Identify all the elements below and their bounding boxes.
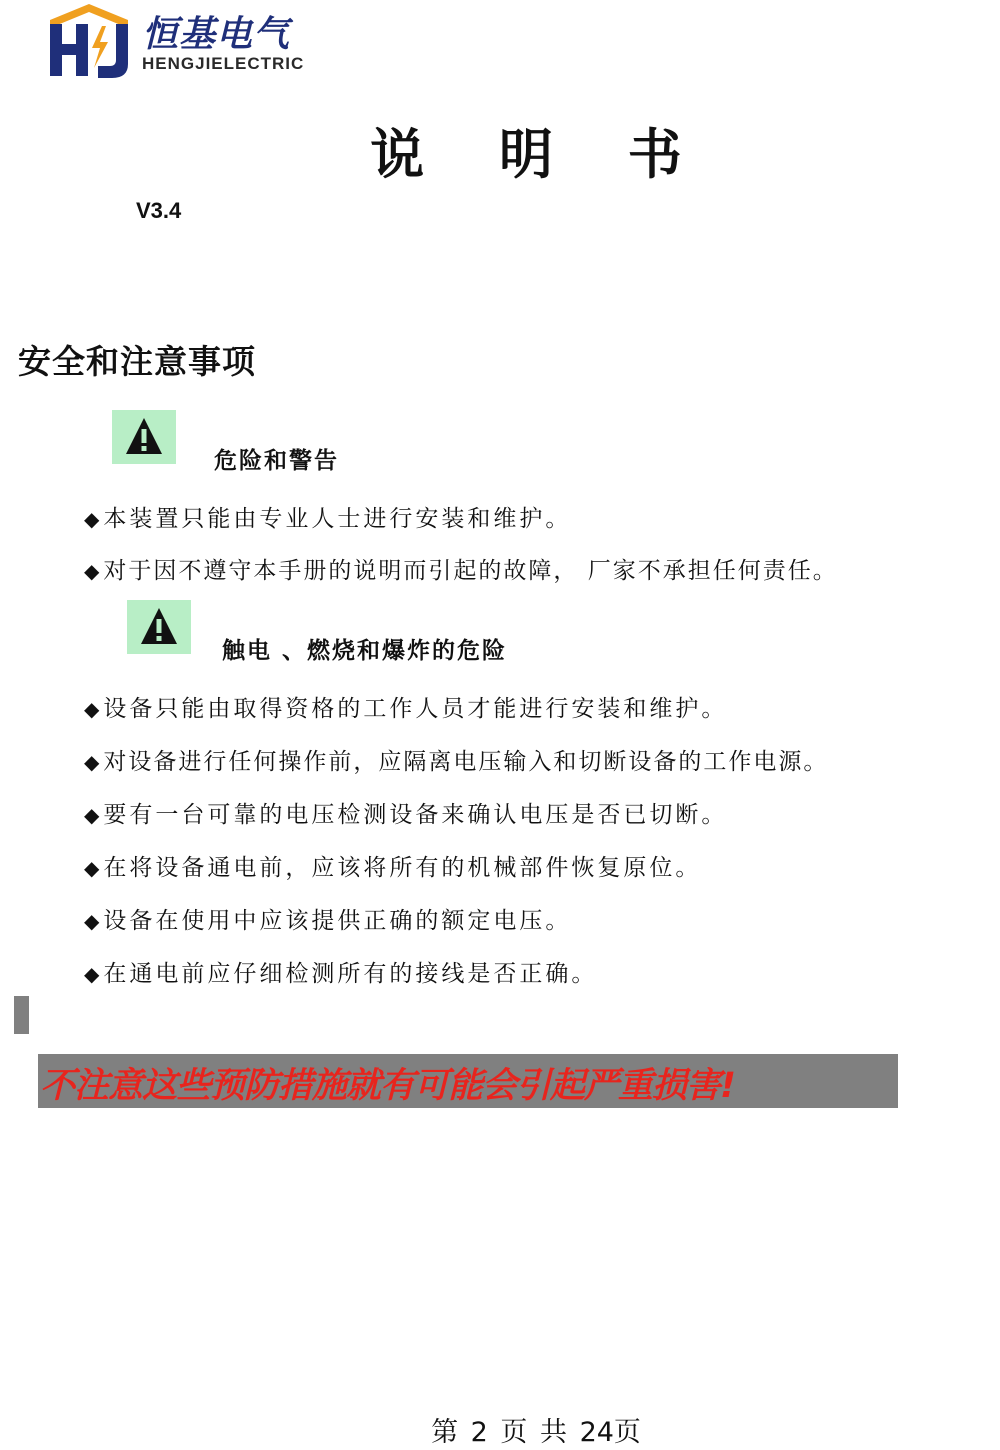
- list-item-text: 设备只能由取得资格的工作人员才能进行安装和维护。: [103, 696, 728, 722]
- margin-marker: [14, 996, 29, 1034]
- list-item: [84, 849, 701, 882]
- document-version: V3.4: [136, 198, 182, 223]
- page-number: 第 2 页 共 24页: [431, 1417, 641, 1448]
- bullet-diamond-icon: ◆: [84, 750, 100, 774]
- alert-text: 不注意这些预防措施就有可能会引起严重损害!: [40, 1066, 735, 1106]
- list-item: [84, 743, 828, 776]
- list-item-text: 本装置只能由专业人士进行安装和维护。: [103, 506, 572, 532]
- list-item-text: 在通电前应仔细检测所有的接线是否正确。: [103, 961, 598, 987]
- bullet-diamond-icon: ◆: [84, 909, 100, 933]
- list-item: [84, 500, 571, 533]
- list-item-text: 对设备进行任何操作前，应隔离电压输入和切断设备的工作电源。: [103, 749, 829, 775]
- list-item: [84, 552, 838, 585]
- document-title: 说 明 书: [370, 123, 710, 186]
- logo-chinese-name: 恒基电气: [142, 14, 291, 55]
- list-item: [84, 902, 571, 935]
- section-heading: 安全和注意事项: [18, 342, 256, 381]
- company-logo: [46, 2, 346, 82]
- logo-english-name: HENGJIELECTRIC: [142, 54, 305, 73]
- list-item-text: 要有一台可靠的电压检测设备来确认电压是否已切断。: [103, 802, 728, 828]
- bullet-diamond-icon: ◆: [84, 507, 100, 531]
- list-item: [84, 796, 727, 829]
- warning-title-danger: 危险和警告: [214, 448, 339, 474]
- bullet-diamond-icon: ◆: [84, 559, 100, 583]
- list-item: [84, 690, 727, 723]
- list-item-text: 对于因不遵守本手册的说明而引起的故障， 厂家不承担任何责任。: [103, 558, 838, 584]
- bullet-diamond-icon: ◆: [84, 856, 100, 880]
- bullet-diamond-icon: ◆: [84, 803, 100, 827]
- warning-triangle-icon: [127, 600, 191, 654]
- warning-triangle-icon: [112, 410, 176, 464]
- warning-title-electric-shock: 触电 、燃烧和爆炸的危险: [222, 638, 508, 664]
- bullet-diamond-icon: ◆: [84, 962, 100, 986]
- hj-logo-mark: [46, 2, 132, 82]
- list-item-text: 设备在使用中应该提供正确的额定电压。: [103, 908, 572, 934]
- list-item-text: 在将设备通电前，应该将所有的机械部件恢复原位。: [103, 855, 702, 881]
- bullet-diamond-icon: ◆: [84, 697, 100, 721]
- list-item: [84, 955, 597, 988]
